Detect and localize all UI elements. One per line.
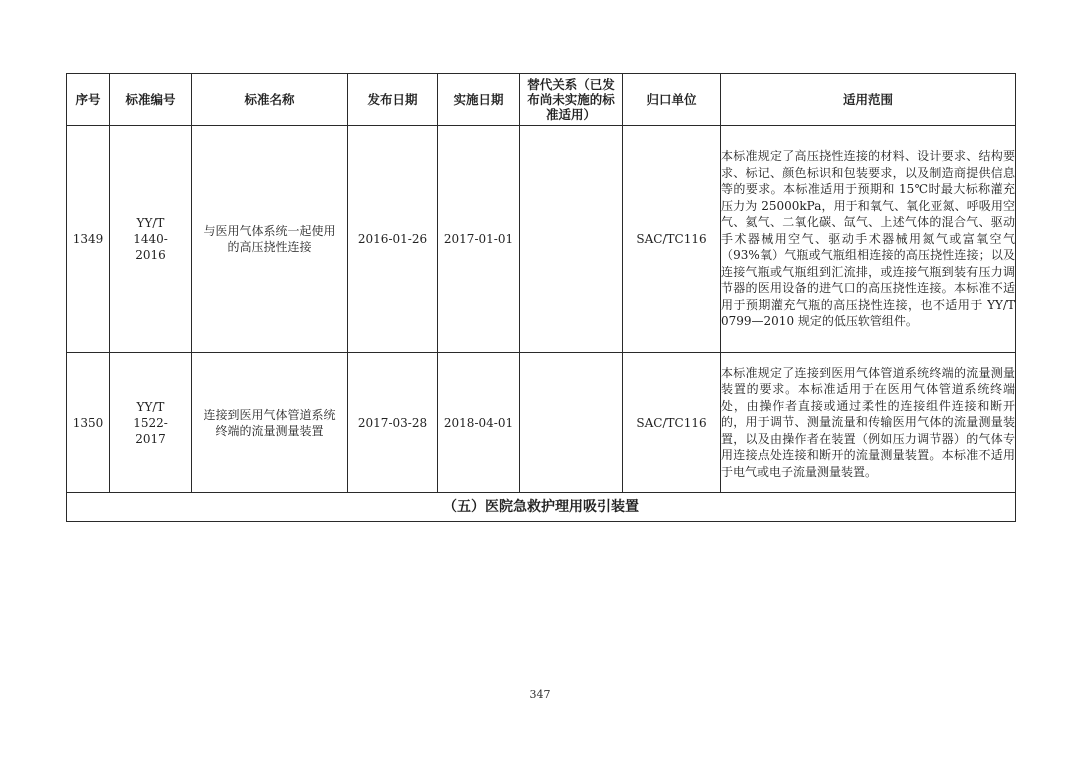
section-heading: （五）医院急救护理用吸引装置 [67, 493, 1016, 522]
table-row [67, 353, 1016, 493]
header-replace: 替代关系（已发布尚未实施的标准适用） [520, 74, 623, 126]
cell-publish-date: 2017-03-28 [348, 353, 438, 493]
cell-scope: 本标准规定了高压挠性连接的材料、设计要求、结构要求、标记、颜色标识和包装要求，以及制造商提供信息等的要求。本标准适用于预期和 15℃时最大标称灌充压力为 25000kPa，用于和氧气、氧化亚氮、呼吸用空气、氦气、二氧化碳、氙气、上述气体的混合气、驱动手术器械用空气、驱动手术器械用氮气或富氧空气（93%氧）气瓶或气瓶组相连接的高压挠性连接；以及连接气瓶或气瓶组到汇流排，或连接气瓶到装有压力调节器的医用设备的进气口的高压挠性连接。本标准不适用于预期灌充气瓶的高压挠性连接，也不适用于 YY/T 0799—2010 规定的低压软管组件。 [721, 126, 1016, 353]
cell-dept: SAC/TC116 [623, 353, 721, 493]
header-dept: 归口单位 [623, 74, 721, 126]
cell-no: 1350 [67, 353, 110, 493]
header-implement-date: 实施日期 [438, 74, 520, 126]
cell-publish-date: 2016-01-26 [348, 126, 438, 353]
cell-dept: SAC/TC116 [623, 126, 721, 353]
cell-scope: 本标准规定了连接到医用气体管道系统终端的流量测量装置的要求。本标准适用于在医用气体管道系统终端处，由操作者直接或通过柔性的连接组件连接和断开的，用于调节、测量流量和传输医用气体的流量测量装置，以及由操作者在装置（例如压力调节器）的气体专用连接点处连接和断开的流量测量装置。本标准不适用于电气或电子流量测量装置。 [721, 353, 1016, 493]
table-row [67, 126, 1016, 353]
section-heading-row [67, 493, 1016, 522]
header-scope: 适用范围 [721, 74, 1016, 126]
header-no: 序号 [67, 74, 110, 126]
cell-code: YY/T 1440-2016 [110, 126, 192, 353]
header-code: 标准编号 [110, 74, 192, 126]
page-number: 347 [529, 688, 551, 701]
standards-table [66, 73, 1016, 522]
cell-implement-date: 2018-04-01 [438, 353, 520, 493]
cell-name: 与医用气体系统一起使用的高压挠性连接 [192, 126, 348, 353]
cell-implement-date: 2017-01-01 [438, 126, 520, 353]
header-publish-date: 发布日期 [348, 74, 438, 126]
cell-code: YY/T 1522-2017 [110, 353, 192, 493]
cell-replace [520, 353, 623, 493]
cell-replace [520, 126, 623, 353]
cell-no: 1349 [67, 126, 110, 353]
header-name: 标准名称 [192, 74, 348, 126]
table-header-row [67, 74, 1016, 126]
cell-name: 连接到医用气体管道系统终端的流量测量装置 [192, 353, 348, 493]
